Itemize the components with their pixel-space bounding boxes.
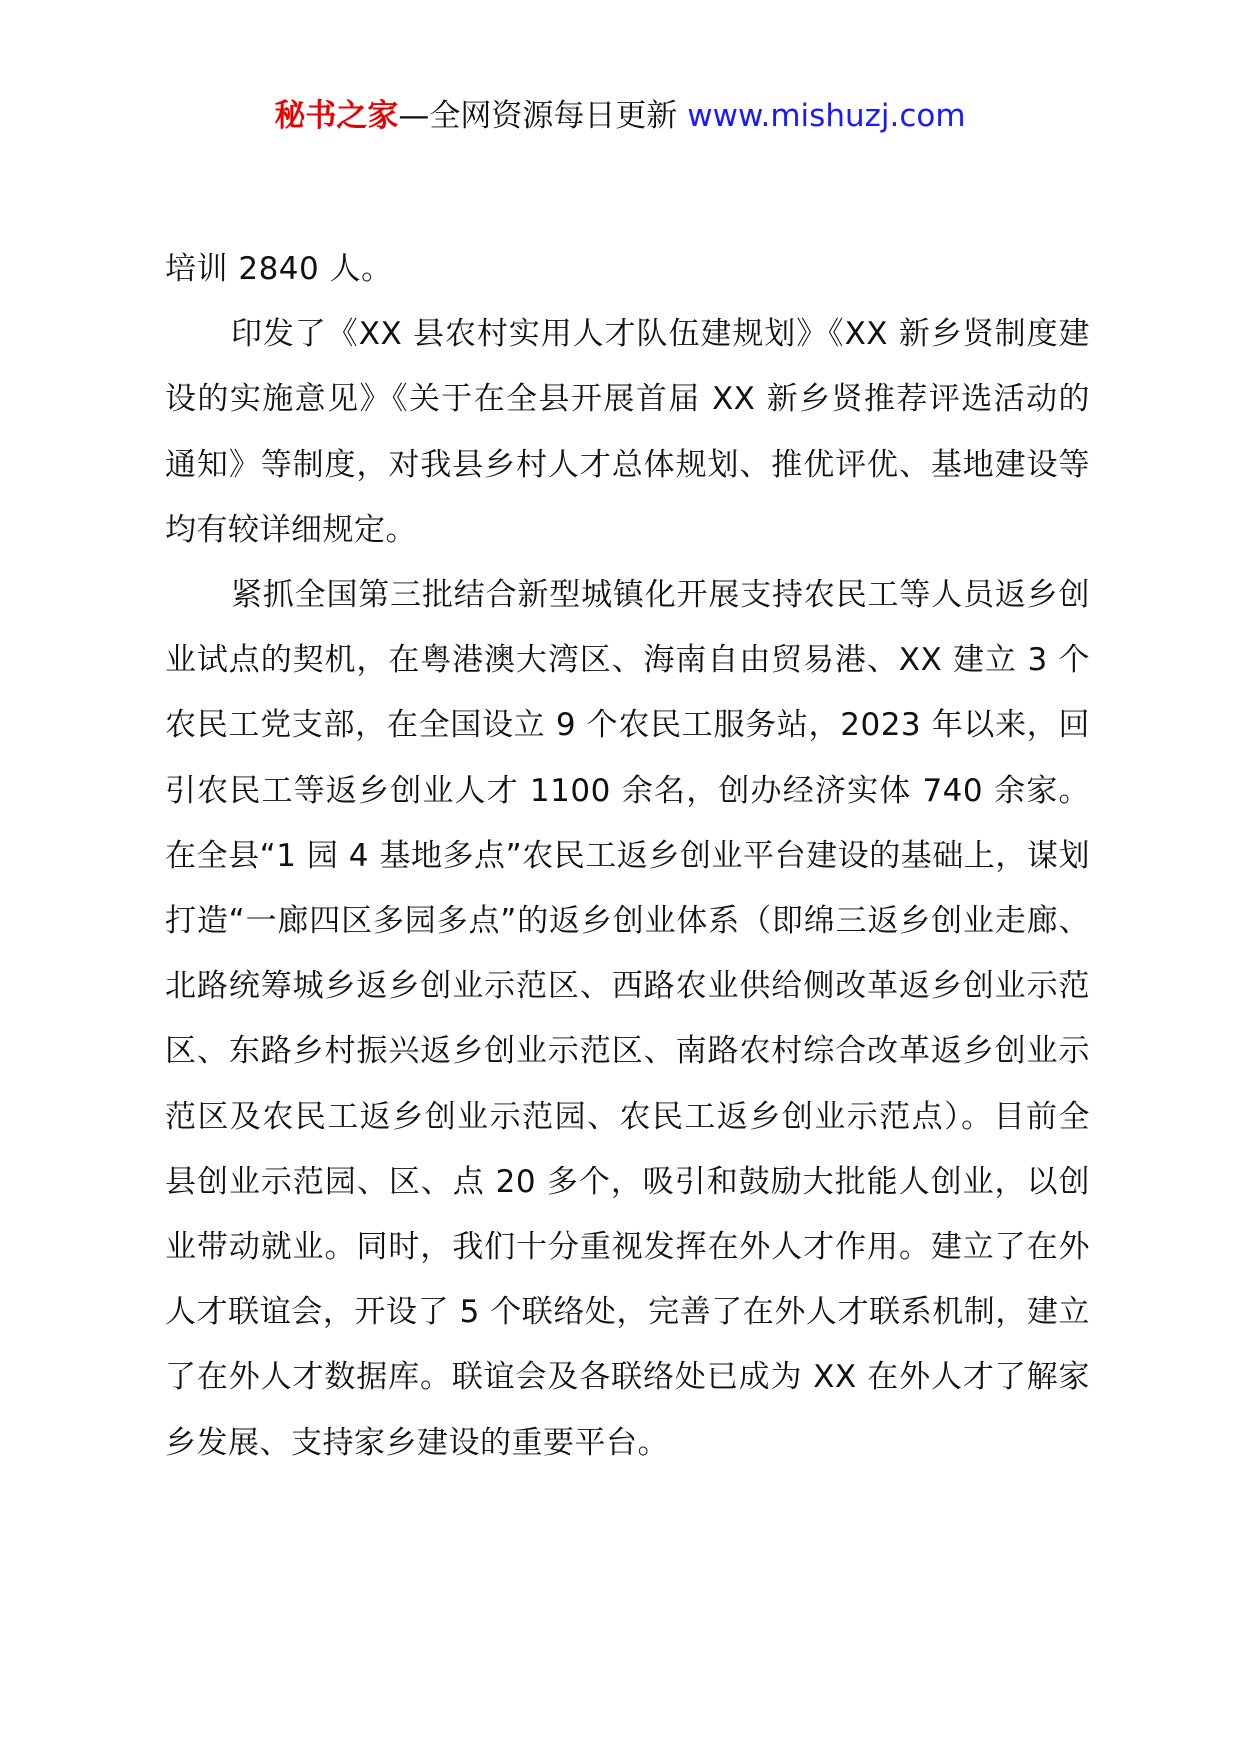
site-tagline: —全网资源每日更新 bbox=[398, 98, 688, 134]
site-brand: 秘书之家 bbox=[274, 98, 399, 134]
paragraph-return-entrepreneurship: 紧抓全国第三批结合新型城镇化开展支持农民工等人员返乡创业试点的契机，在粤港澳大湾区、海南自由贸易港、XX 建立 3 个农民工党支部，在全国设立 9 个农民工服务站，2023 年以来，回引农民工等返乡创业人才 1100 余名，创办经济实体 740 余家。在全县“1 园 4 基地多点”农民工返乡创业平台建设的基础上，谋划打造“一廊四区多园多点”的返乡创业体系（即绵三返乡创业走廊、北路统筹城乡返乡创业示范区、西路农业供给侧改革返乡创业示范区、东路乡村振兴返乡创业示范区、南路农村综合改革返乡创业示范区及农民工返乡创业示范园、农民工返乡创业示范点）。目前全县创业示范园、区、点 20 多个，吸引和鼓励大批能人创业，以创业带动就业。同时，我们十分重视发挥在外人才作用。建立了在外人才联谊会，开设了 5 个联络处，完善了在外人才联系机制，建立了在外人才数据库。联谊会及各联络处已成为 XX 在外人才了解家乡发展、支持家乡建设的重要平台。 bbox=[165, 577, 1090, 1461]
document-body bbox=[165, 237, 1090, 1476]
paragraph-continuation: 培训 2840 人。 bbox=[165, 251, 393, 287]
site-url-link[interactable]: www.mishuzj.com bbox=[687, 98, 966, 134]
page-header bbox=[0, 96, 1240, 136]
paragraph-regulations: 印发了《XX 县农村实用人才队伍建规划》《XX 新乡贤制度建设的实施意见》《关于在全县开展首届 XX 新乡贤推荐评选活动的通知》等制度，对我县乡村人才总体规划、推优评优、基地建设等均有较详细规定。 bbox=[165, 316, 1090, 548]
